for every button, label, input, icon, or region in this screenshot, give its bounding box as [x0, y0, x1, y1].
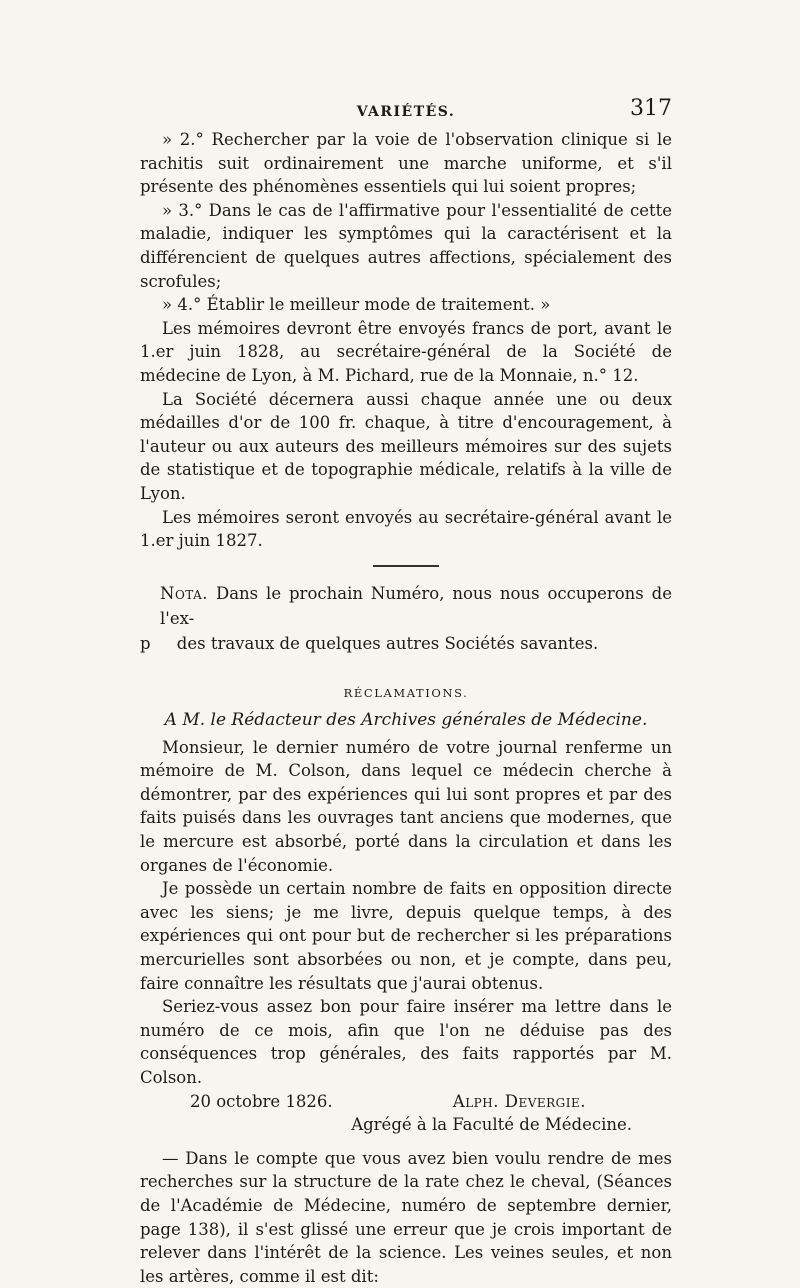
running-title: VARIÉTÉS. [356, 104, 456, 120]
section-title: RÉCLAMATIONS. [343, 685, 469, 700]
nota-line-1 [140, 581, 672, 631]
signature-row [140, 1090, 672, 1114]
separator-rule [373, 565, 439, 567]
letter-paragraph-3: Seriez-vous assez bon pour faire insérer ma lettre dans le numéro de ce mois, afin que l'on ne déduise pas des conséquences trop générales, des faits rapportés par M. Colson. [140, 997, 672, 1087]
nota-block [140, 581, 672, 656]
letter-paragraph-2: Je possède un certain nombre de faits en opposition directe avec les siens; je me livre, depuis quelque temps, à des expériences qui ont pour but de rechercher si les préparations mercurielles sont absorbées ou non, et je compte, dans peu, faire connaître les résultats que j'aurai obtenus. [140, 879, 672, 993]
letter-address: A M. le Rédacteur des Archives générales de Médecine. [164, 709, 648, 730]
nota-line-2: p des travaux de quelques autres Sociétés savantes. [140, 633, 599, 653]
page-header [140, 96, 672, 126]
closing-paragraph: — Dans le compte que vous avez bien voulu rendre de mes recherches sur la structure de la rate chez le cheval, (Séances de l'Académie de Médecine, numéro de septembre dernier, page 138), il s'est glissé une erreur que je crois important de relever dans l'intérêt de la science. Les veines seules, et non les artères, comme il est dit: [140, 1148, 672, 1286]
paragraph-3: » 4.° Établir le meilleur mode de traitement. » [162, 295, 551, 315]
page-body [140, 128, 672, 1288]
signature-title: Agrégé à la Faculté de Médecine. [351, 1115, 632, 1135]
signature-name: Alph. Devergie. [452, 1091, 586, 1111]
signature-date: 20 octobre 1826. [190, 1091, 333, 1111]
page-number: 317 [630, 96, 672, 121]
paragraph-6: Les mémoires seront envoyés au secrétaire-général avant le 1.er juin 1827. [140, 507, 672, 551]
paragraph-2: » 3.° Dans le cas de l'affirmative pour l'essentialité de cette maladie, indiquer les symptômes qui la caractérisent et la différencient de quelques autres affections, spécialement des scrofules; [140, 200, 672, 291]
letter-paragraph-1: Monsieur, le dernier numéro de votre journal renferme un mémoire de M. Colson, dans lequel ce médecin cherche à démontrer, par des expériences qui lui sont propres et par des faits puisés dans les ouvrages tant anciens que modernes, que le mercure est absorbé, porté dans la circulation et dans les organes de l'économie. [140, 737, 672, 875]
paragraph-1: » 2.° Rechercher par la voie de l'observation clinique si le rachitis suit ordinairement une marche uniforme, et s'il présente des phénomènes essentiels qui lui soient propres; [140, 130, 672, 197]
paragraph-5: La Société décernera aussi chaque année une ou deux médailles d'or de 100 fr. chaque, à titre d'encouragement, à l'auteur ou aux auteurs des meilleurs mémoires sur des sujets de statistique et de topographie médicale, relatifs à la ville de Lyon. [140, 389, 672, 503]
paragraph-4: Les mémoires devront être envoyés francs de port, avant le 1.er juin 1828, au secrétaire-général de la Société de médecine de Lyon, à M. Pichard, rue de la Monnaie, n.° 12. [140, 318, 672, 385]
nota-label: Nota. [160, 583, 209, 603]
nota-text-1: Dans le prochain Numéro, nous nous occuperons de l'ex- [160, 583, 673, 628]
